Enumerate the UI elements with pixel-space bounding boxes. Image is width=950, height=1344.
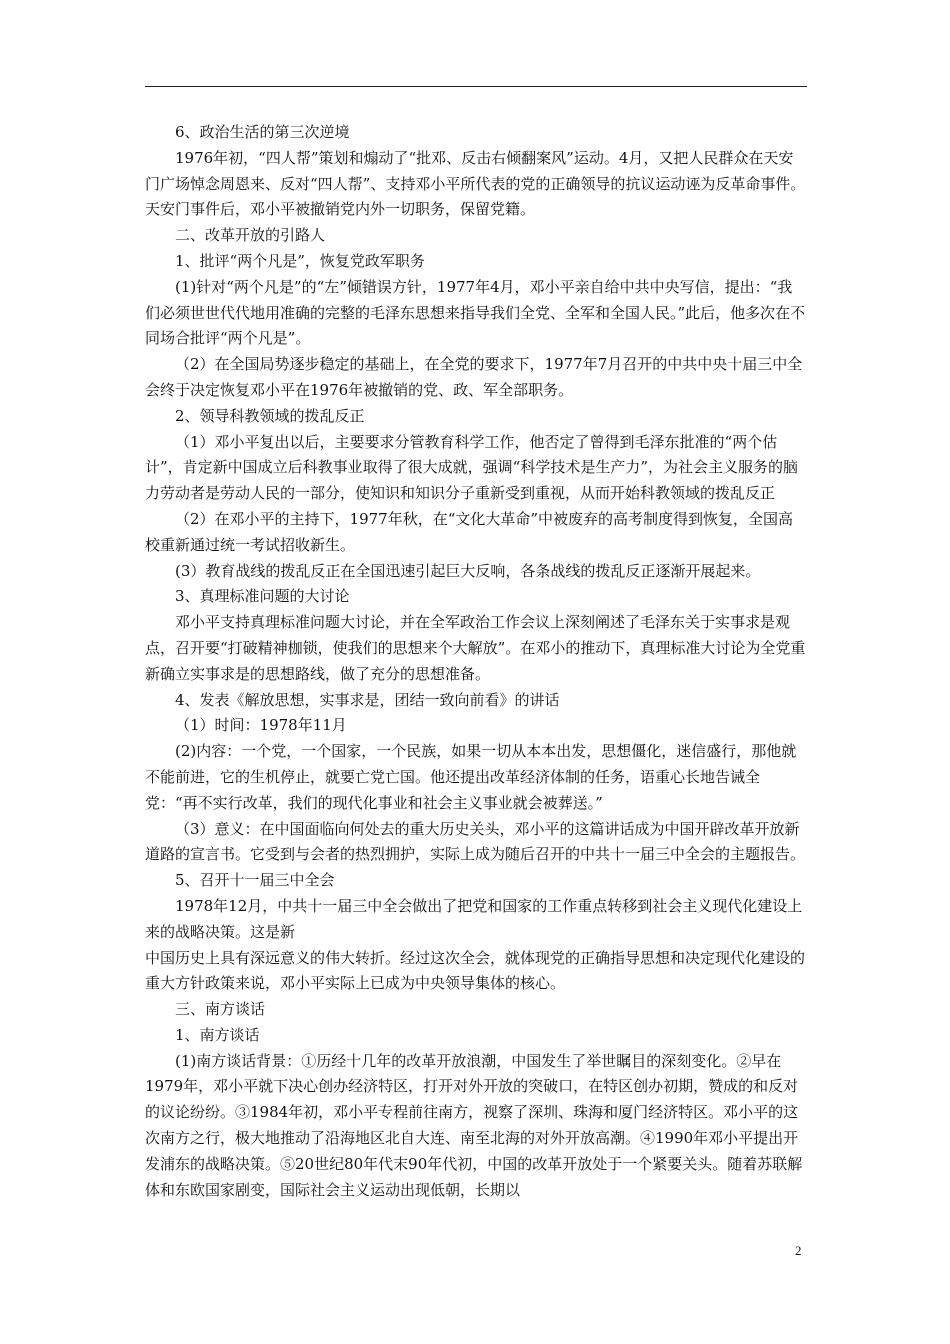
paragraph: （3）意义：在中国面临向何处去的重大历史关头，邓小平的这篇讲话成为中国开辟改革开放新道路的宣言书。它受到与会者的热烈拥护，实际上成为随后召开的中共十一届三中全会的主题报告。 [145,819,806,864]
subheading: 1、批评“两个凡是”，恢复党政军职务 [175,251,425,270]
paragraph: (1)南方谈话背景：①历经十几年的改革开放浪潮，中国发生了举世瞩目的深刻变化。②早在1979年，邓小平就下决心创办经济特区，打开对外开放的突破口，在特区创办初期，赞成的和反对的议论纷纷。③1984年初，邓小平专程前往南方，视察了深圳、珠海和厦门经济特区。邓小平的这次南方之行，极大地推动了沿海地区北自大连、南至北海的对外开放高潮。④1990年邓小平提出开发浦东的战略决策。⑤20世纪80年代末90年代初，中国的改革开放处于一个紧要关头。随着苏联解体和东欧国家剧变，国际社会主义运动出现低朝，长期以 [145,1051,803,1199]
paragraph: (3）教育战线的拨乱反正在全国迅速引起巨大反响，各条战线的拨乱反正逐渐开展起来。 [175,561,761,580]
paragraph: 邓小平支持真理标准问题大讨论，并在全军政治工作会议上深刻阐述了毛泽东关于实事求是观点，召开要“打破精神枷锁，使我们的思想来个大解放”。在邓小的推动下，真理标准大讨论为全党重新确立实事求是的思想路线，做了充分的思想准备。 [145,613,806,683]
paragraph: (1)针对“两个凡是”的“左”倾错误方针，1977年4月，邓小平亲自给中共中央写信，提出：“我们必须世世代代地用准确的完整的毛泽东思想来指导我们全党、全军和全国人民。”此后，他多次在不同场合批评“两个凡是”。 [145,277,806,348]
paragraph: （1）时间：1978年11月 [175,716,347,735]
paragraph: （2）在全国局势逐步稳定的基础上，在全党的要求下，1977年7月召开的中共中央十届三中全会终于决定恢复邓小平在1976年被撤销的党、政、军全部职务。 [145,355,803,399]
paragraph: 1978年12月，中共十一届三中全会做出了把党和国家的工作重点转移到社会主义现代化建设上来的战略决策。这是新 [145,896,803,941]
header-rule [145,86,807,87]
subheading: 3、真理标准问题的大讨论 [175,587,350,606]
heading-third-adversity: 6、政治生活的第三次逆境 [175,123,350,141]
subheading: 2、领导科教领域的拨乱反正 [175,406,365,425]
subheading: 5、召开十一届三中全会 [175,871,335,890]
paragraph: （2）在邓小平的主持下，1977年秋，在“文化大革命”中被废弃的高考制度得到恢复，全国高校重新通过统一考试招收新生。 [145,509,794,554]
paragraph: （1）邓小平复出以后，主要要求分管教育科学工作，他否定了曾得到毛泽东批准的“两个估计”，肯定新中国成立后科教事业取得了很大成就，强调“科学技术是生产力”，为社会主义服务的脑力劳动者是劳动人民的一部分，使知识和知识分子重新受到重视，从而开始科教领域的拨乱反正 [145,432,799,503]
document-body [145,120,807,1203]
subheading: 1、南方谈话 [175,1025,260,1044]
section-heading-south-talk: 三、南方谈话 [175,1000,266,1019]
subheading: 4、发表《解放思想，实事求是，团结一致向前看》的讲话 [175,690,560,709]
section-heading-reform-guide: 二、改革开放的引路人 [175,226,326,245]
paragraph: 1976年初，“四人帮”策划和煽动了“批邓、反击右倾翻案风”运动。4月，又把人民群众在天安门广场悼念周恩来、反对“四人帮”、支持邓小平所代表的党的正确领导的抗议运动诬为反革命事件。天安门事件后，邓小平被撤销党内外一切职务，保留党籍。 [145,148,806,219]
paragraph: 中国历史上具有深远意义的伟大转折。经过这次全会，就体现党的正确指导思想和决定现代化建设的重大方针政策来说，邓小平实际上已成为中央领导集体的核心。 [145,948,806,993]
paragraph: (2)内容：一个党，一个国家，一个民族，如果一切从本本出发，思想僵化，迷信盛行，那他就不能前进，它的生机停止，就要亡党亡国。他还提出改革经济体制的任务，语重心长地告诫全党：“再不实行改革，我们的现代化事业和社会主义事业就会被葬送。” [145,742,797,812]
page-number: 2 [795,1243,802,1258]
